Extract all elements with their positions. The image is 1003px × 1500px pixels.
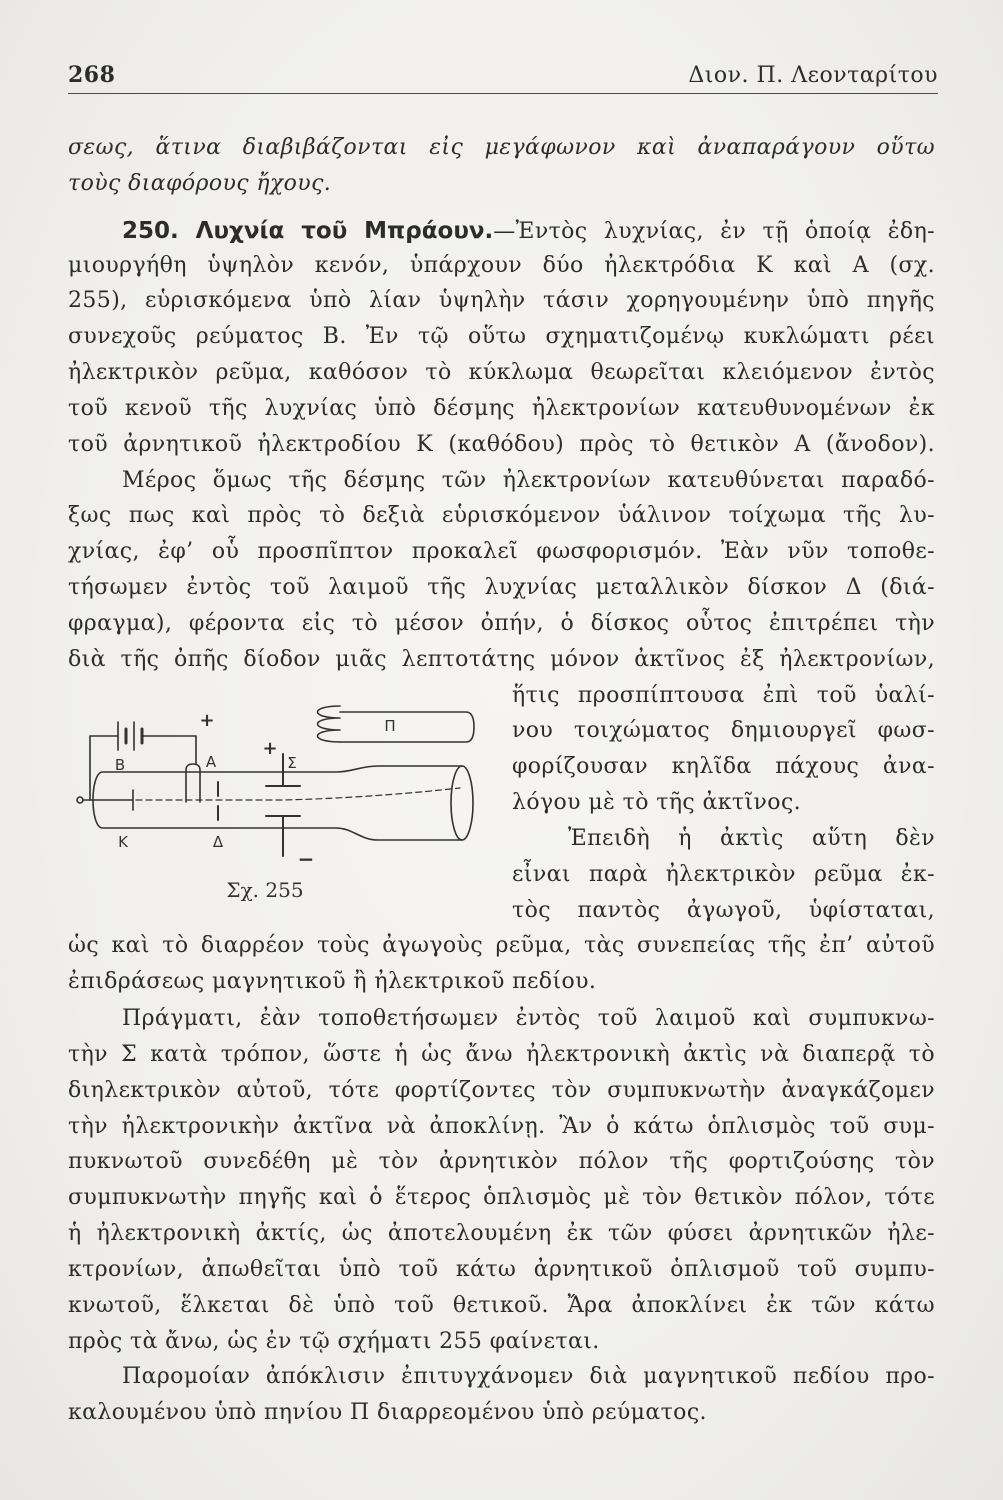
battery-wire-right: [142, 736, 196, 764]
text-line: ἡ ἠλεκτρονικὴ ἀκτίς, ὡς ἀποτελουμένη ἐκ τῶν φύσει ἀρνητικῶν ἠλε-: [68, 1221, 935, 1247]
column-text-line: νου τοιχώματος δημιουργεῖ φωσ-: [512, 718, 935, 744]
text-line: τοῦ κενοῦ τῆς λυχνίας ὑπὸ δέσμης ἠλεκτρονίων κατευθυνομένων ἐκ: [68, 395, 935, 421]
text-line: τοῦ ἀρνητικοῦ ἠλεκτροδίου Κ (καθόδου) πρὸς τὸ θετικὸν Α (ἄνοδον).: [68, 431, 935, 457]
battery-plus-label: +: [199, 710, 215, 731]
section-lead-text: —Ἐντὸς λυχνίας, ἐν τῇ ὁποίᾳ ἐδη-: [493, 218, 935, 244]
text-line: τήσωμεν ἐντὸς τοῦ λαιμοῦ τῆς λυχνίας μεταλλικὸν δίσκον Δ (διά-: [68, 575, 935, 601]
page-number: 268: [68, 62, 116, 88]
text-line: 255), εὑρισκόμενα ὑπὸ λίαν ὑψηλὴν τάσιν χορηγουμένην ὑπὸ πηγῆς: [68, 288, 935, 314]
column-text-line: Ἐπειδὴ ἡ ἀκτὶς αὕτη δὲν: [568, 825, 935, 851]
text-line: τοὺς διαφόρους ἤχους.: [68, 170, 332, 196]
battery-label: Β: [114, 756, 126, 774]
text-line: ὡς καὶ τὸ διαρρέον τοὺς ἀγωγοὺς ρεῦμα, τὰς συνεπείας τῆς ἐπ’ αὐτοῦ: [68, 933, 935, 959]
continuation-paragraph: [68, 130, 935, 202]
text-line: μιουργήθη ὑψηλὸν κενόν, ὑπάρχουν δύο ἠλεκτρόδια Κ καὶ Α (σχ.: [68, 252, 935, 278]
text-line: τὴν Σ κατὰ τρόπον, ὥστε ἡ ὡς ἄνω ἠλεκτρονικὴ ἀκτὶς νὰ διαπερᾷ τὸ: [68, 1041, 935, 1067]
text-line: ἐπιδράσεως μαγνητικοῦ ἢ ἠλεκτρικοῦ πεδίου.: [68, 969, 597, 995]
text-line: πρὸς τὰ ἄνω, ὡς ἐν τῷ σχήματι 255 φαίνεται.: [68, 1328, 600, 1354]
text-line: κνωτοῦ, ἕλκεται δὲ ὑπὸ τοῦ θετικοῦ. Ἄρα ἀποκλίνει ἐκ τῶν κάτω: [68, 1292, 935, 1318]
section-heading-line: [68, 215, 935, 248]
running-title: Διον. Π. Λεονταρίτου: [688, 63, 938, 88]
section-title: 250. Λυχνία τοῦ Μπράουν.: [122, 217, 494, 244]
section-250-paragraph: [68, 215, 935, 463]
capacitor-label: Σ: [287, 754, 297, 772]
text-line: Πράγματι, ἐὰν τοποθετήσωμεν ἐντὸς τοῦ λαιμοῦ καὶ συμπυκνω-: [122, 1006, 935, 1032]
coil-windings: [318, 706, 341, 742]
text-line: συνεχοῦς ρεύματος Β. Ἐν τῷ οὕτω σχηματιζομένῳ κυκλώματι ρέει: [68, 324, 935, 350]
text-line: Παρομοίαν ἀπόκλισιν ἐπιτυγχάνομεν διὰ μαγνητικοῦ πεδίου προ-: [122, 1364, 935, 1390]
capacitor-minus-label: −: [297, 847, 315, 871]
column-text-line: ἥτις προσπίπτουσα ἐπὶ τοῦ ὑαλί-: [512, 682, 935, 708]
text-line: καλουμένου ὑπὸ πηνίου Π διαρρεομένου ὑπὸ ρεύματος.: [68, 1400, 707, 1426]
text-line: ξως πως καὶ πρὸς τὸ δεξιὰ εὑρισκόμενον ὑάλινον τοίχωμα τῆς λυ-: [68, 503, 935, 529]
paragraph-5: [68, 1359, 935, 1431]
text-line: πυκνωτοῦ συνεδέθη μὲ τὸν ἀρνητικὸν πόλον τῆς φορτιζούσης τὸν: [68, 1149, 935, 1175]
coil-label: Π: [384, 717, 396, 735]
text-line: χνίας, ἐφ’ οὗ προσπῖπτον προκαλεῖ φωσφορισμόν. Ἐὰν νῦν τοποθε-: [68, 539, 935, 565]
anode-electrode: [186, 764, 200, 802]
column-text-line: εἶναι παρὰ ἠλεκτρικὸν ρεῦμα ἐκ-: [512, 861, 935, 887]
capacitor-plus-label: +: [262, 738, 278, 759]
column-text-line: τὸς παντὸς ἀγωγοῦ, ὑφίσταται,: [512, 897, 935, 923]
text-line: σεως, ἅτινα διαβιβάζονται εἰς μεγάφωνον καὶ ἀναπαράγουν οὕτω: [68, 135, 935, 160]
tube-outline: [93, 766, 462, 840]
text-line: ἠλεκτρικὸν ρεῦμα, καθόσον τὸ κύκλωμα θεωρεῖται κλειόμενον ἐντὸς: [68, 360, 935, 386]
cathode-label: Κ: [118, 833, 128, 851]
anode-label: Α: [205, 753, 217, 771]
text-line: διὰ τῆς ὀπῆς δίοδον μιᾶς λεπτοτάτης μόνον ἀκτῖνος ἐξ ἠλεκτρονίων,: [68, 646, 935, 672]
text-line: κτρονίων, ἀπωθεῖται ὑπὸ τοῦ κάτω ἀρνητικοῦ ὁπλισμοῦ τοῦ συμπυ-: [68, 1256, 935, 1282]
coil-core: [340, 712, 474, 742]
text-line: Μέρος ὅμως τῆς δέσμης τῶν ἠλεκτρονίων κατευθύνεται παραδό-: [122, 467, 935, 493]
electron-beam: [136, 788, 460, 800]
tube-screen: [451, 766, 473, 840]
capacitor-bottom-plate: [266, 816, 300, 856]
column-text-line: λόγου μὲ τὸ τῆς ἀκτῖνος.: [512, 790, 802, 816]
diaphragm-label: Δ: [212, 833, 224, 851]
paragraph-4: [68, 1001, 935, 1359]
running-header: [68, 58, 938, 94]
figure-caption: Σχ. 255: [226, 878, 304, 902]
column-text-line: φορίζουσαν κηλῖδα πάχους ἀνα-: [512, 754, 935, 780]
figure-255-braun-tube: [68, 690, 500, 910]
text-line: φραγμα), φέροντα εἰς τὸ μέσον ὀπήν, ὁ δίσκος οὗτος ἐπιτρέπει τὴν: [68, 610, 935, 636]
text-line: διηλεκτρικὸν αὐτοῦ, τότε φορτίζοντες τὸν συμπυκνωτὴν ἀναγκάζομεν: [68, 1077, 935, 1103]
cathode-terminal: [77, 797, 83, 803]
text-line: συμπυκνωτὴν πηγῆς καὶ ὁ ἕτερος ὁπλισμὸς μὲ τὸν θετικὸν πόλον, τότε: [68, 1185, 935, 1211]
text-line: τὴν ἠλεκτρονικὴν ἀκτῖνα νὰ ἀποκλίνῃ. Ἂν ὁ κάτω ὁπλισμὸς τοῦ συμ-: [68, 1113, 935, 1139]
